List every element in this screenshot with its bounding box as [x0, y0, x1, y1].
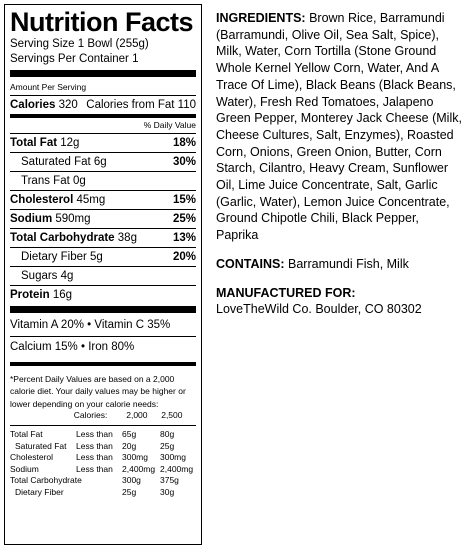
table-row: Sodium Less than 2,400mg 2,400mg: [10, 463, 194, 474]
nutrient-amount: 16g: [52, 289, 73, 301]
nutrient-row-sodium: [10, 210, 196, 228]
nutrient-row-cholesterol: [10, 191, 196, 209]
vitamins-row-2: [10, 339, 196, 356]
nutrient-amount: 5g: [90, 251, 103, 263]
bullet-separator: •: [87, 319, 92, 331]
calorie-needs-table: [10, 410, 196, 499]
table-row: Cholesterol Less than 300mg 300mg: [10, 452, 186, 463]
vitamin-a: Vitamin A 20%: [10, 319, 84, 331]
nutrient-amount: 38g: [117, 232, 137, 244]
nutrient-row-protein: [10, 286, 196, 304]
nutrient-amount: 4g: [60, 270, 74, 282]
ingredients-paragraph: [216, 10, 464, 244]
bullet-separator: •: [80, 341, 85, 353]
nutrient-row-trans-fat: [10, 172, 196, 190]
nutrient-label: Sugars: [21, 270, 58, 282]
serving-size: Serving Size 1 Bowl (255g): [10, 38, 149, 50]
manufacturer-paragraph: [216, 285, 464, 318]
nutrient-dv: 25%: [172, 213, 196, 225]
contains-paragraph: [216, 256, 464, 273]
table-header: Calories: 2,000 2,500: [73, 409, 183, 420]
daily-value-header: % Daily Value: [143, 120, 196, 130]
nutrient-row-sugars: [10, 267, 196, 285]
calories-from-fat: Calories from Fat 110: [86, 99, 196, 111]
nutrient-dv: 15%: [172, 194, 196, 206]
vitamin-c: Vitamin C 35%: [94, 319, 171, 331]
nutrient-row-total-carbohydrate: [10, 229, 196, 247]
vitamins-row-1: [10, 317, 196, 334]
manufacturer-text: LoveTheWild Co. Boulder, CO 80302: [216, 302, 422, 317]
divider-thick: [10, 70, 196, 77]
ingredients-text: Brown Rice, Barramundi (Barramundi, Olive Oil, Sea Salt, Spice), Milk, Water, Corn Tortilla (Stone Ground Whole Kernel Yellow Corn, Water, And A Trace Of Lime), Black Beans (Black Beans, Water), Fresh Red Tomatoes, Jalapeno Green Pepper, Monterey Jack Cheese (Milk, Cheese Cultures, Salt, Enzymes), Roasted Corn, Onions, Green Onion, Butter, Corn Starch, Cilantro, Heavy Cream, Sunflower Oil, Lime Juice Concentrate, Salt, Garlic (Garlic, Water), Lemon Juice Concentrate, Ground Chipotle Chili, Black Pepper, Paprika: [216, 11, 462, 243]
nutrient-dv: 30%: [172, 156, 196, 168]
contains-heading: CONTAINS:: [216, 256, 285, 271]
nutrient-label: Saturated Fat: [21, 156, 91, 168]
nutrition-facts-panel: [4, 4, 202, 545]
contains-text: Barramundi Fish, Milk: [288, 256, 409, 271]
table-row: Dietary Fiber 25g 30g: [15, 486, 175, 497]
table-row: Saturated Fat Less than 20g 25g: [15, 440, 175, 451]
amount-per-serving: Amount Per Serving: [10, 82, 87, 92]
nutrient-row-total-fat: [10, 134, 196, 152]
ingredients-section: [216, 10, 464, 318]
calories-value: 320: [58, 99, 78, 111]
nutrient-label: Total Carbohydrate: [10, 232, 115, 244]
divider-thick: [10, 306, 196, 313]
nutrient-amount: 6g: [93, 156, 107, 168]
iron: Iron 80%: [88, 341, 135, 353]
calories-label: Calories: [10, 99, 56, 111]
nutrition-facts-title: Nutrition Facts: [10, 7, 194, 37]
nutrient-dv: 20%: [172, 251, 196, 263]
manufacturer-heading: MANUFACTURED FOR:: [216, 285, 356, 300]
servings-per-container: Servings Per Container 1: [10, 53, 139, 65]
divider-medium: [10, 362, 196, 366]
nutrient-dv: 18%: [172, 137, 196, 149]
nutrient-label: Protein: [10, 289, 50, 301]
nutrient-label: Trans Fat: [21, 175, 70, 187]
nutrient-row-saturated-fat: [10, 153, 196, 171]
calcium: Calcium 15%: [10, 341, 78, 353]
daily-values-footnote: *Percent Daily Values are based on a 2,000 calorie diet. Your daily values may be higher or lower depending on your calorie needs:: [10, 374, 186, 409]
nutrient-row-dietary-fiber: [10, 248, 196, 266]
table-row: Total Fat Less than 65g 80g: [10, 429, 175, 440]
nutrient-label: Cholesterol: [10, 194, 74, 206]
calories-row: [10, 96, 196, 114]
table-row: Total Carbohydrate 300g 375g: [10, 475, 179, 486]
nutrient-amount: 590mg: [55, 213, 91, 225]
nutrient-label: Total Fat: [10, 137, 58, 149]
ingredients-heading: INGREDIENTS:: [216, 11, 306, 25]
nutrient-amount: 12g: [60, 137, 80, 149]
nutrient-amount: 0g: [72, 175, 86, 187]
nutrient-amount: 45mg: [76, 194, 106, 206]
nutrient-dv: 13%: [172, 232, 196, 244]
nutrient-label: Sodium: [10, 213, 53, 225]
nutrient-label: Dietary Fiber: [21, 251, 87, 263]
